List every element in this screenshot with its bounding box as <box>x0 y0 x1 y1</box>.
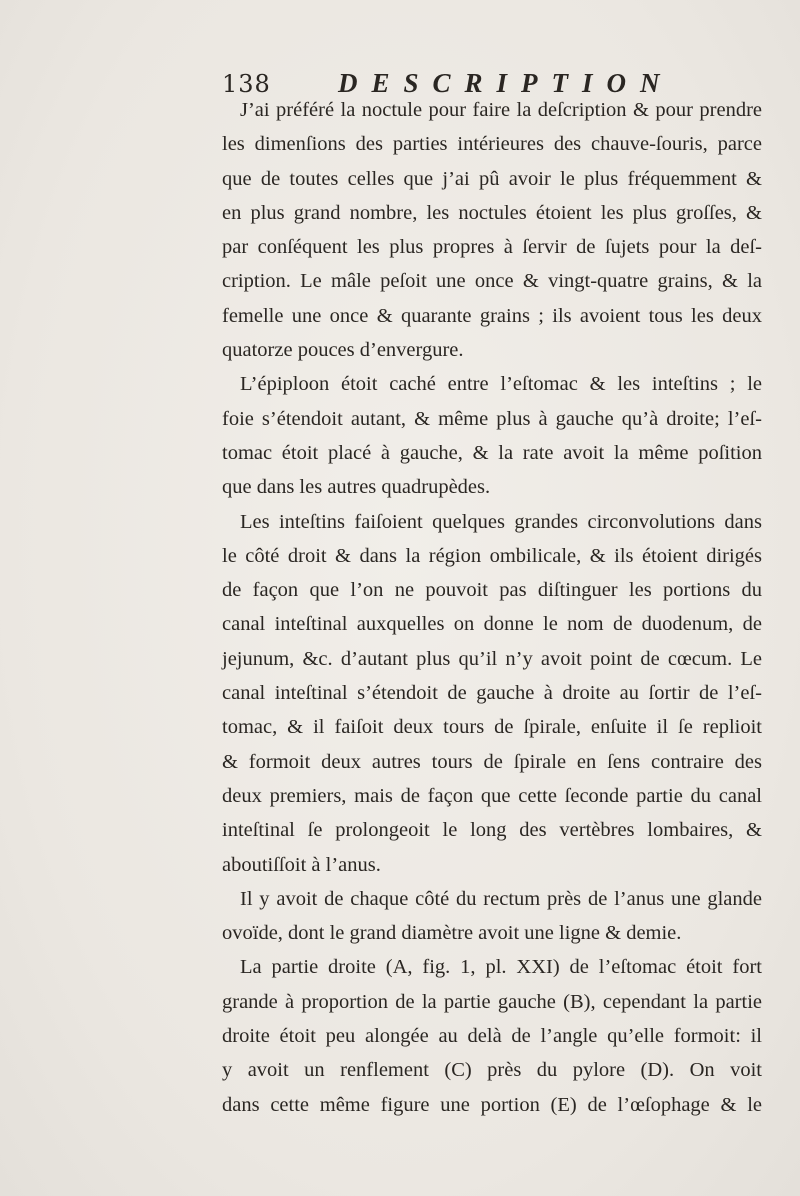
text-line: jejunum, &c. d’autant plus qu’il n’y avoit point de cœcum. Le <box>222 647 762 670</box>
text-line: que dans les autres quadrupèdes. <box>222 476 491 499</box>
text-line: aboutiſſoit à l’anus. <box>222 853 381 876</box>
text-line: canal inteſtinal s’étendoit de gauche à droite au ſortir de l’eſ- <box>222 682 762 705</box>
text-line: en plus grand nombre, les noctules étoient les plus groſſes, & <box>222 201 762 224</box>
text-line: canal inteſtinal auxquelles on donne le nom de duodenum, de <box>222 613 762 636</box>
text-line: Les inteſtins faiſoient quelques grandes circonvolutions dans <box>240 510 762 533</box>
text-line: & formoit deux autres tours de ſpirale en ſens contraire des <box>222 750 762 773</box>
text-line: La partie droite (A, fig. 1, pl. XXI) de l’eſtomac étoit fort <box>240 956 762 979</box>
text-line: quatorze pouces d’envergure. <box>222 339 464 362</box>
text-line: les dimenſions des parties intérieures des chauve-ſouris, parce <box>222 133 762 156</box>
text-line: dans cette même figure une portion (E) de l’œſophage & le <box>222 1093 762 1116</box>
text-line: Il y avoit de chaque côté du rectum près de l’anus une glande <box>240 887 762 910</box>
text-line: de façon que l’on ne pouvoit pas diſtinguer les portions du <box>222 579 762 602</box>
text-line: inteſtinal ſe prolongeoit le long des vertèbres lombaires, & <box>222 819 762 842</box>
text-line: J’ai préféré la noctule pour faire la deſcription & pour prendre <box>240 99 762 121</box>
text-line: droite étoit peu alongée au delà de l’angle qu’elle formoit: il <box>222 1025 762 1048</box>
page-number: 138 <box>222 70 271 98</box>
text-line: tomac étoit placé à gauche, & la rate avoit la même poſition <box>222 441 762 464</box>
text-line: y avoit un renflement (C) près du pylore (D). On voit <box>222 1059 762 1082</box>
text-line: L’épiploon étoit caché entre l’eſtomac & les inteſtins ; le <box>240 373 762 396</box>
text-line: foie s’étendoit autant, & même plus à gauche qu’à droite; l’eſ- <box>222 407 762 430</box>
text-line: cription. Le mâle peſoit une once & vingt-quatre grains, & la <box>222 270 762 293</box>
body-text <box>222 93 762 1122</box>
text-line: par conſéquent les plus propres à ſervir de ſujets pour la deſ- <box>222 236 762 259</box>
text-line: ovoïde, dont le grand diamètre avoit une ligne & demie. <box>222 922 682 945</box>
text-line: le côté droit & dans la région ombilicale, & ils étoient dirigés <box>222 544 762 567</box>
text-line: tomac, & il faiſoit deux tours de ſpirale, enſuite il ſe replioit <box>222 716 762 739</box>
running-title: DESCRIPTION <box>338 68 674 98</box>
text-line: femelle une once & quarante grains ; ils avoient tous les deux <box>222 304 762 327</box>
text-line: que de toutes celles que j’ai pû avoir le plus fréquemment & <box>222 167 762 190</box>
text-line: grande à proportion de la partie gauche (B), cependant la partie <box>222 990 762 1013</box>
text-line: deux premiers, mais de façon que cette ſeconde partie du canal <box>222 784 762 807</box>
